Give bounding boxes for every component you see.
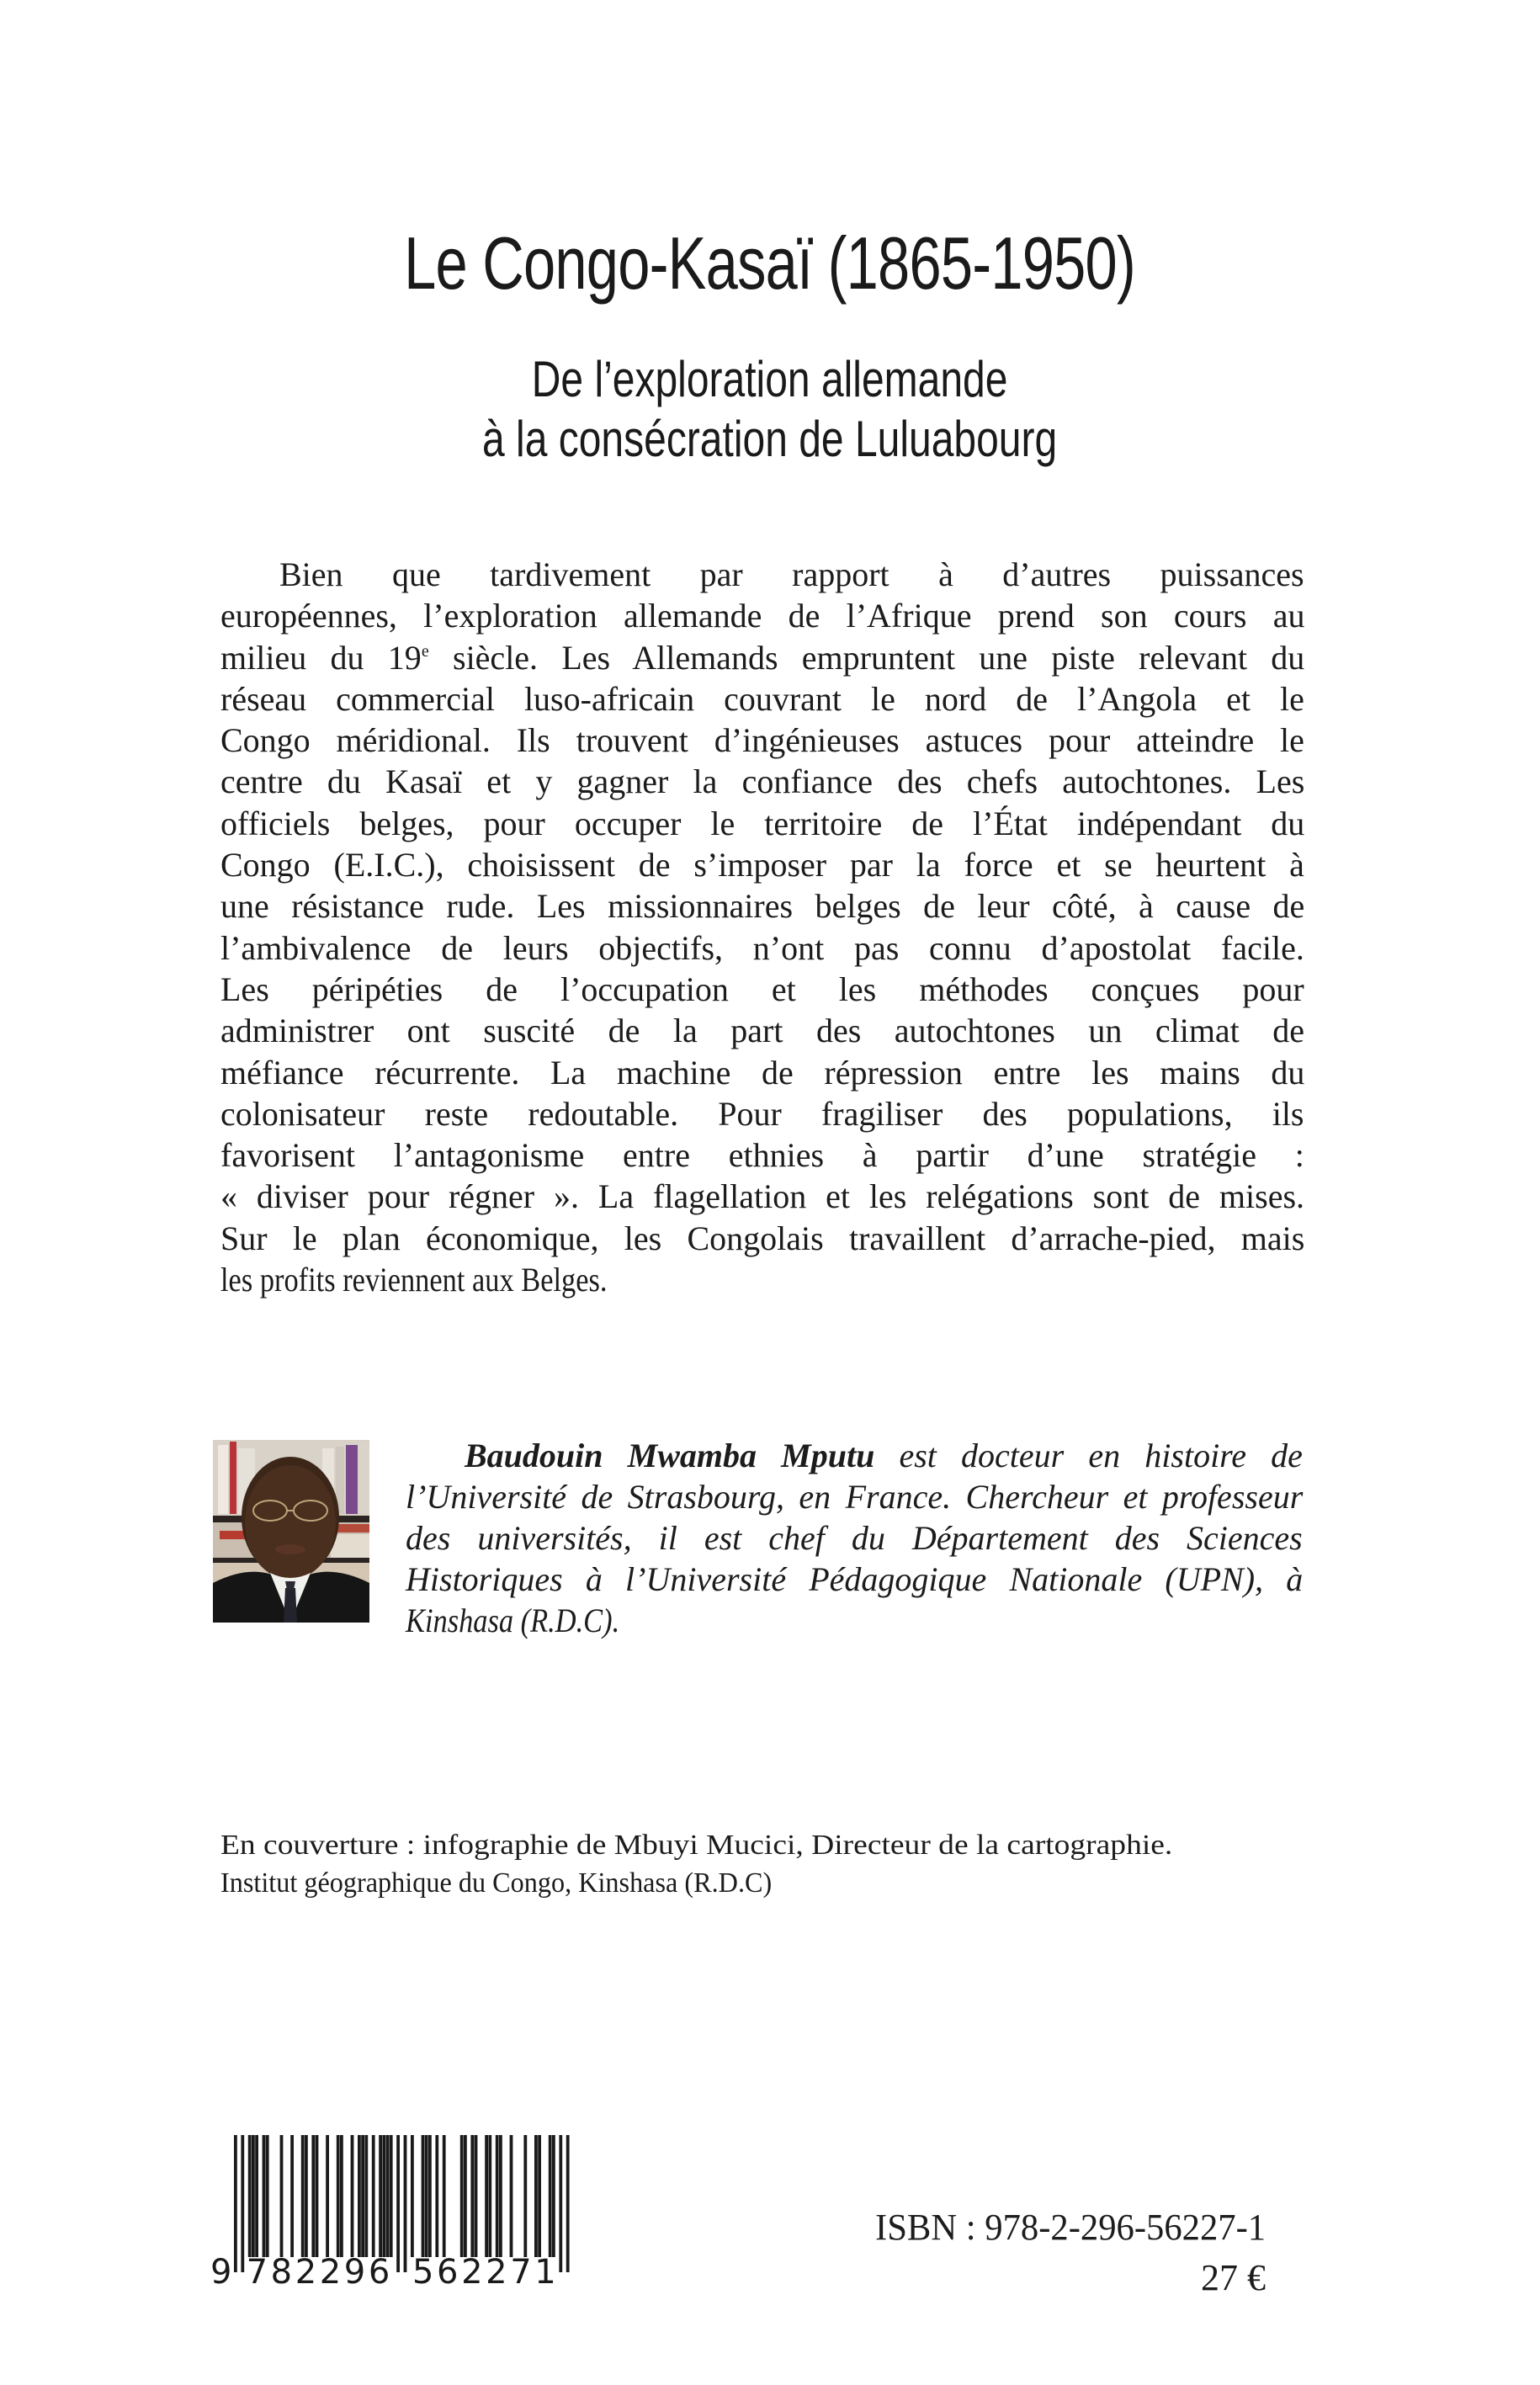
summary-paragraph <box>220 554 1304 1300</box>
summary-line: les profits reviennent aux Belges. <box>220 1261 608 1299</box>
barcode-bar <box>379 2135 382 2257</box>
barcode-bar <box>488 2135 491 2257</box>
author-portrait-image <box>213 1440 369 1623</box>
barcode-bar <box>266 2135 269 2257</box>
barcode-bar <box>404 2135 407 2272</box>
barcode-bar <box>372 2135 375 2257</box>
barcode-bar <box>351 2135 354 2257</box>
barcode-bar <box>358 2135 361 2257</box>
summary-line: Bien que tardivement par rapport à d’autres puissances <box>279 555 1304 593</box>
barcode-bar <box>290 2135 294 2257</box>
barcode-bar <box>496 2135 499 2257</box>
barcode-bar <box>549 2135 552 2257</box>
isbn-barcode <box>210 2129 581 2289</box>
barcode-bar <box>390 2135 393 2257</box>
summary-line: Les péripéties de l’occupation et les méthodes conçues pour <box>220 969 1304 1008</box>
barcode-bar <box>337 2135 340 2257</box>
summary-line: centre du Kasaï et y gagner la confiance des chefs autochtones. Les <box>220 762 1305 801</box>
barcode-bar <box>422 2135 425 2257</box>
bio-line: Historiques à l’Université Pédagogique Nationale (UPN), à <box>406 1560 1304 1598</box>
barcode-bar <box>252 2135 255 2257</box>
bio-line: des universités, il est chef du Département des Sciences <box>406 1519 1303 1557</box>
summary-line: réseau commercial luso-africain couvrant le nord de l’Angola et le <box>220 679 1304 718</box>
summary-line: européennes, l’exploration allemande de l’Afrique prend son cours au <box>220 597 1305 635</box>
bio-line: Kinshasa (R.D.C). <box>406 1602 620 1639</box>
barcode-bar <box>435 2135 438 2257</box>
price-label: 27 € <box>1201 2257 1266 2298</box>
barcode-digits-left: 782296 <box>246 2253 393 2289</box>
barcode-bar <box>425 2135 428 2257</box>
credit-line: Institut géographique du Congo, Kinshasa (R.D.C) <box>220 1867 773 1899</box>
bio-line: l’Université de Strasbourg, en France. Chercheur et professeur <box>406 1478 1304 1516</box>
barcode-bar <box>538 2135 541 2257</box>
barcode-bar <box>361 2135 364 2257</box>
barcode-bar <box>316 2135 319 2257</box>
barcode-bar <box>470 2135 474 2257</box>
barcode-bar <box>311 2135 315 2257</box>
summary-line: colonisateur reste redoutable. Pour fragiliser des populations, ils <box>220 1094 1304 1133</box>
barcode-bar <box>411 2135 414 2257</box>
summary-line: l’ambivalence de leurs objectifs, n’ont pas connu d’apostolat facile. <box>220 928 1304 967</box>
barcode-bar <box>559 2135 562 2272</box>
barcode-bar <box>234 2135 237 2272</box>
barcode-bar <box>396 2135 400 2272</box>
barcode-digit-lead: 9 <box>210 2253 232 2289</box>
barcode-digits-right: 562271 <box>412 2253 560 2289</box>
barcode-bar <box>263 2135 266 2257</box>
barcode-bar <box>566 2135 570 2272</box>
barcode-bar <box>464 2135 467 2257</box>
barcode-bar <box>460 2135 464 2257</box>
barcode-bar <box>534 2135 538 2257</box>
summary-line: Sur le plan économique, les Congolais travaillent d’arrache-pied, mais <box>220 1219 1305 1257</box>
summary-line: Congo (E.I.C.), choisissent de s’imposer par la force et se heurtent à <box>220 846 1304 884</box>
barcode-bar <box>475 2135 478 2257</box>
subtitle-line: De l’exploration allemande <box>531 351 1008 407</box>
barcode-bar <box>485 2135 488 2257</box>
barcode-bar <box>364 2135 368 2257</box>
barcode-bar <box>382 2135 385 2257</box>
summary-line: « diviser pour régner ». La flagellation et les relégations sont de mises. <box>220 1177 1305 1216</box>
summary-line: officiels belges, pour occuper le territoire de l’État indépendant du <box>220 804 1305 842</box>
barcode-bar <box>241 2135 244 2272</box>
summary-line: milieu du 19e siècle. Les Allemands empruntent une piste relevant du <box>220 638 1305 677</box>
barcode-bar <box>255 2135 258 2257</box>
barcode-bar <box>340 2135 343 2257</box>
barcode-bar <box>428 2135 432 2257</box>
book-title: Le Congo-Kasaï (1865-1950) <box>404 221 1135 305</box>
summary-line: administrer ont suscité de la part des autochtones un climat de <box>220 1012 1305 1050</box>
subtitle-line: à la consécration de Luluabourg <box>482 411 1058 467</box>
author-photo <box>213 1440 369 1623</box>
barcode-bar <box>280 2135 284 2257</box>
book-subtitle <box>154 349 1386 469</box>
barcode-bar <box>552 2135 555 2257</box>
barcode-bar <box>301 2135 305 2257</box>
summary-line: Congo méridional. Ils trouvent d’ingénieuses astuces pour atteindre le <box>220 721 1304 760</box>
summary-line: favorisent l’antagonisme entre ethnies à partir d’une stratégie : <box>220 1136 1304 1175</box>
barcode-bar <box>443 2135 446 2257</box>
author-name: Baudouin Mwamba Mputu <box>465 1437 875 1474</box>
barcode-bar <box>523 2135 527 2257</box>
barcode-bar <box>499 2135 502 2257</box>
isbn-number: ISBN : 978-2-296-56227-1 <box>875 2207 1267 2248</box>
credit-line: En couverture : infographie de Mbuyi Mucici, Directeur de la cartographie. <box>220 1830 1173 1861</box>
barcode-bar <box>326 2135 329 2257</box>
barcode-bar <box>305 2135 308 2257</box>
summary-line: méfiance récurrente. La machine de répression entre les mains du <box>220 1053 1305 1092</box>
bio-line-1: Baudouin Mwamba Mputu est docteur en histoire de <box>465 1437 1303 1474</box>
author-bio <box>406 1435 1303 1641</box>
barcode-bar <box>386 2135 390 2257</box>
barcode-bar <box>248 2135 252 2257</box>
barcode-bar <box>510 2135 513 2257</box>
cover-credit <box>220 1826 1173 1902</box>
summary-line: une résistance rude. Les missionnaires belges de leur côté, à cause de <box>220 887 1305 926</box>
